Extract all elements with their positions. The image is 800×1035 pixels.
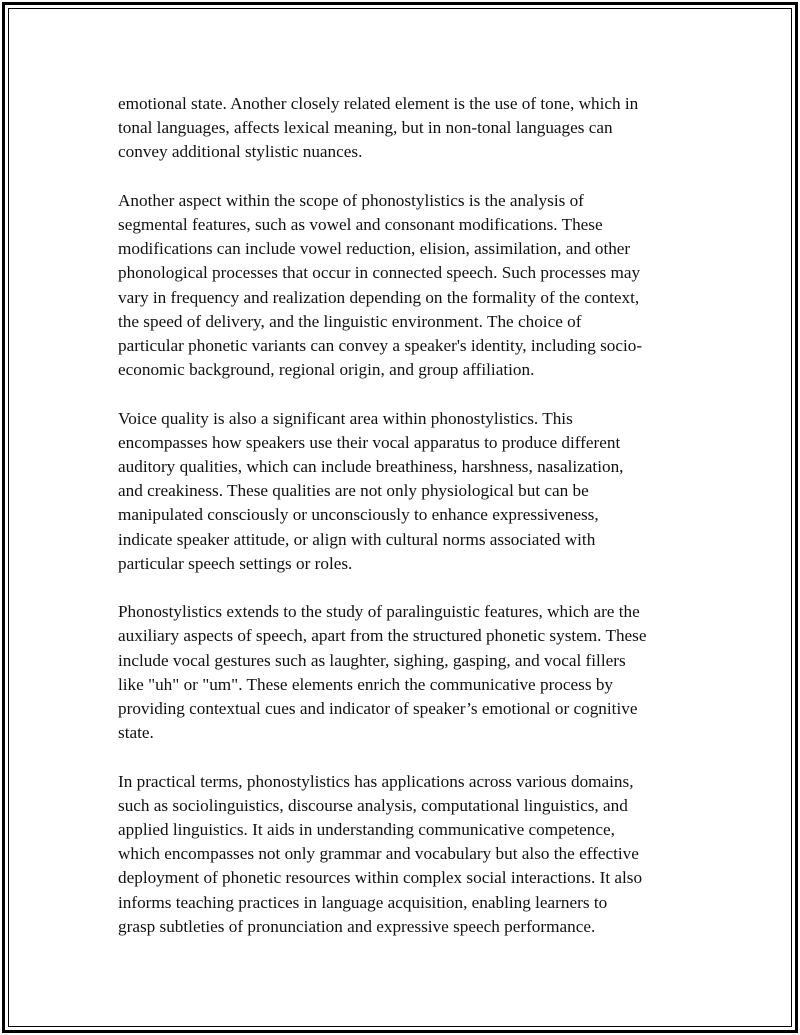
document-body xyxy=(118,92,693,963)
text-line: Phonostylistics extends to the study of paralinguistic features, which are the xyxy=(118,602,640,622)
text-line: include vocal gestures such as laughter, sighing, gasping, and vocal fillers xyxy=(118,650,626,670)
paragraph-voice-quality xyxy=(118,407,693,576)
text-line: particular phonetic variants can convey a speaker's identity, including socio- xyxy=(118,336,643,356)
text-line: Voice quality is also a significant area within phonostylistics. This xyxy=(118,408,573,428)
text-line: auxiliary aspects of speech, apart from the structured phonetic system. These xyxy=(118,626,647,646)
text-line: Another aspect within the scope of phonostylistics is the analysis of xyxy=(118,190,584,210)
text-line: such as sociolinguistics, discourse analysis, computational linguistics, and xyxy=(118,795,628,815)
text-line: grasp subtleties of pronunciation and expressive speech performance. xyxy=(118,916,596,936)
text-line: the speed of delivery, and the linguistic environment. The choice of xyxy=(118,311,582,331)
text-line: vary in frequency and realization depending on the formality of the context, xyxy=(118,287,640,307)
text-line: which encompasses not only grammar and vocabulary but also the effective xyxy=(118,844,639,864)
text-line: deployment of phonetic resources within complex social interactions. It also xyxy=(118,868,643,888)
text-line: emotional state. Another closely related element is the use of tone, which in xyxy=(118,94,639,113)
text-line: modifications can include vowel reduction, elision, assimilation, and other xyxy=(118,239,631,259)
text-line: informs teaching practices in language acquisition, enabling learners to xyxy=(118,892,608,912)
text-line: segmental features, such as vowel and consonant modifications. These xyxy=(118,215,603,234)
text-line: state. xyxy=(118,723,154,743)
text-line: like "uh" or "um". These elements enrich the communicative process by xyxy=(118,674,614,694)
text-line: applied linguistics. It aids in understanding communicative competence, xyxy=(118,820,615,840)
text-line: phonological processes that occur in connected speech. Such processes may xyxy=(118,263,641,283)
paragraph-practical-applications xyxy=(118,770,693,939)
text-line: economic background, regional origin, and group affiliation. xyxy=(118,360,535,380)
paragraph-segmental-features xyxy=(118,189,693,383)
text-line: particular speech settings or roles. xyxy=(118,553,353,573)
text-line: auditory qualities, which can include breathiness, harshness, nasalization, xyxy=(118,457,624,477)
text-line: convey additional stylistic nuances. xyxy=(118,142,363,162)
paragraph-paralinguistic-features xyxy=(118,600,693,745)
text-line: and creakiness. These qualities are not only physiological but can be xyxy=(118,481,589,501)
text-line: providing contextual cues and indicator of speaker’s emotional or cognitive xyxy=(118,699,638,719)
text-line: indicate speaker attitude, or align with cultural norms associated with xyxy=(118,529,596,549)
text-line: In practical terms, phonostylistics has applications across various domains, xyxy=(118,771,634,791)
text-line: manipulated consciously or unconsciously to enhance expressiveness, xyxy=(118,505,599,525)
text-line: tonal languages, affects lexical meaning, but in non-tonal languages can xyxy=(118,118,613,138)
paragraph-tone xyxy=(118,92,693,165)
text-line: encompasses how speakers use their vocal apparatus to produce different xyxy=(118,432,621,452)
